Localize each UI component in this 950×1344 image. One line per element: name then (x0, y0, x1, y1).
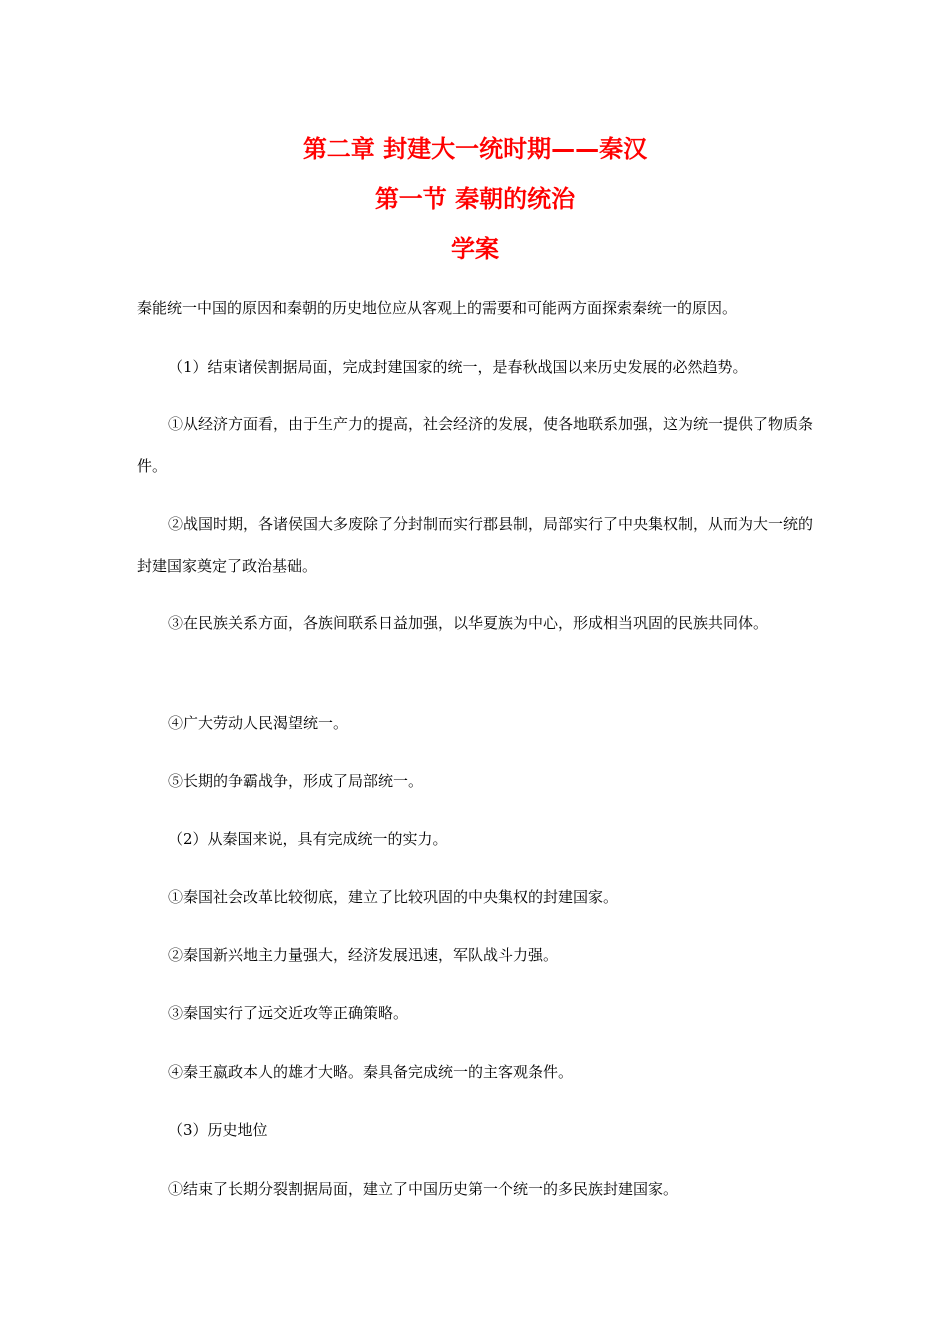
point-2-heading: （2）从秦国来说，具有完成统一的实力。 (168, 830, 448, 848)
point-1-item-4: ④广大劳动人民渴望统一。 (168, 714, 349, 732)
doc-type-title: 学案 (451, 235, 499, 263)
point-1-item-1: ①从经济方面看，由于生产力的提高，社会经济的发展，使各地联系加强，这为统一提供了物质条件。 (137, 415, 814, 475)
point-1-item-5: ⑤长期的争霸战争，形成了局部统一。 (168, 772, 424, 790)
point-2-item-1: ①秦国社会改革比较彻底，建立了比较巩固的中央集权的封建国家。 (168, 888, 619, 906)
point-2-item-3: ③秦国实行了远交近攻等正确策略。 (168, 1004, 409, 1022)
point-2-item-4: ④秦王嬴政本人的雄才大略。秦具备完成统一的主客观条件。 (168, 1063, 574, 1081)
point-3-heading: （3）历史地位 (168, 1121, 268, 1139)
point-1-item-3: ③在民族关系方面，各族间联系日益加强，以华夏族为中心，形成相当巩固的民族共同体。 (168, 614, 769, 632)
point-1-heading: （1）结束诸侯割据局面，完成封建国家的统一，是春秋战国以来历史发展的必然趋势。 (168, 358, 748, 376)
point-1-item-2: ②战国时期，各诸侯国大多废除了分封制而实行郡县制，局部实行了中央集权制，从而为大一统的封建国家奠定了政治基础。 (137, 515, 814, 575)
section-title: 第一节 秦朝的统治 (374, 185, 576, 213)
point-2-item-2: ②秦国新兴地主力量强大，经济发展迅速，军队战斗力强。 (168, 946, 559, 964)
intro-paragraph: 秦能统一中国的原因和秦朝的历史地位应从客观上的需要和可能两方面探索秦统一的原因。 (137, 299, 738, 317)
point-3-item-1: ①结束了长期分裂割据局面，建立了中国历史第一个统一的多民族封建国家。 (168, 1180, 679, 1198)
chapter-title: 第二章 封建大一统时期——秦汉 (302, 135, 648, 163)
